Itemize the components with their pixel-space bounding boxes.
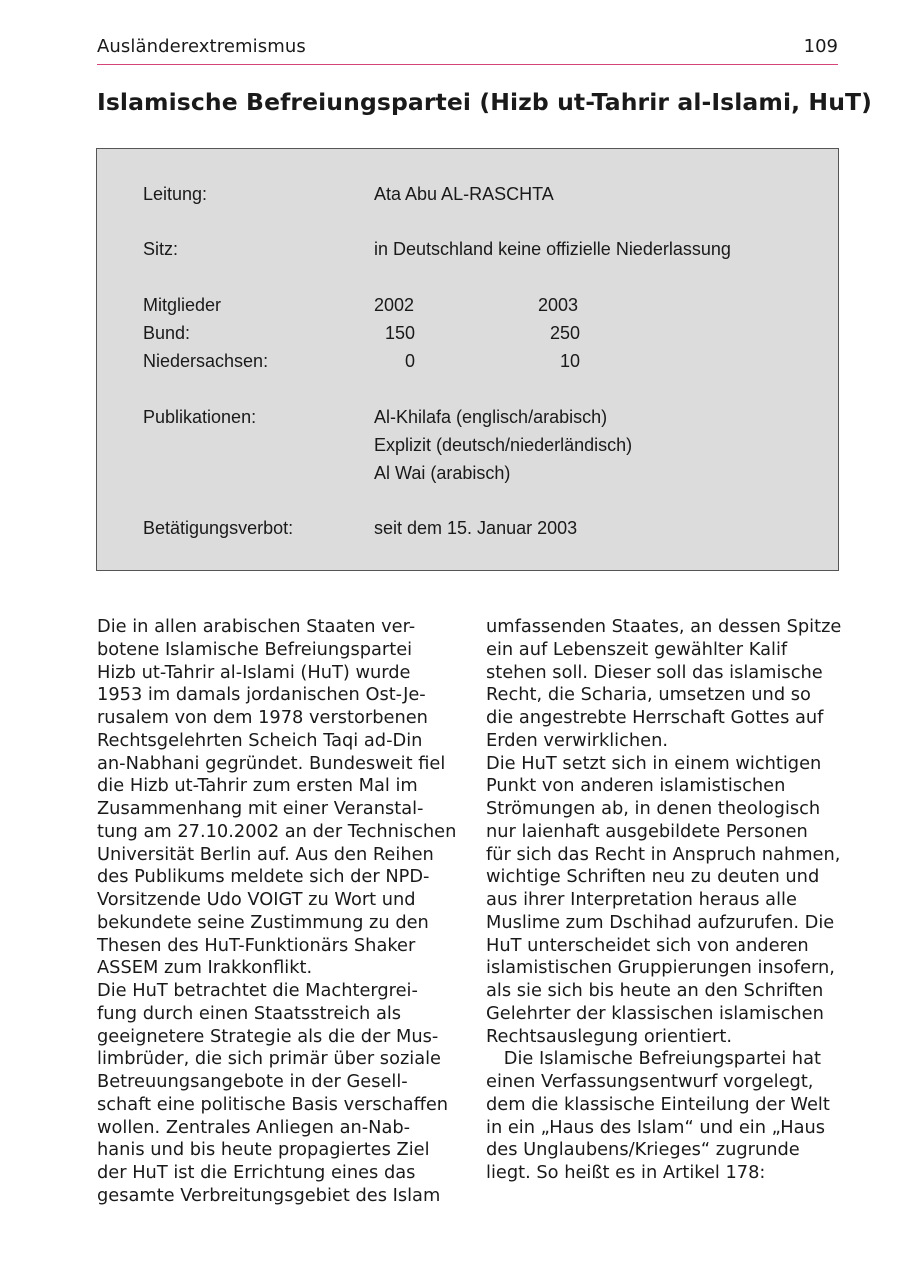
bund-2003-value: 250 <box>549 323 580 343</box>
text-line: nur laienhaft ausgebildete Personen <box>486 820 808 842</box>
text-line: Recht, die Scharia, umsetzen und so <box>486 684 811 706</box>
text-line: fung durch einen Staatsstreich als <box>97 1002 402 1024</box>
sitz-value: in Deutschland keine offizielle Niederlassung <box>374 239 731 259</box>
section-title: Ausländerextremismus <box>97 36 306 57</box>
text-line: wollen. Zentrales Anliegen an-Nab- <box>97 1116 411 1138</box>
text-line: hanis und bis heute propagiertes Ziel <box>97 1139 430 1161</box>
niedersachsen-2002-value: 0 <box>404 351 415 371</box>
text-line: einen Verfassungsentwurf vorgelegt, <box>486 1071 814 1092</box>
text-line: Erden verwirklichen. <box>486 729 669 751</box>
text-line: die angestrebte Herrschaft Gottes auf <box>486 707 824 728</box>
publikationen-label: Publikationen: <box>143 407 257 427</box>
text-line: stehen soll. Dieser soll das islamische <box>486 661 823 683</box>
text-line: des Publikums meldete sich der NPD- <box>97 866 430 888</box>
text-line: tung am 27.10.2002 an der Technischen <box>97 820 457 842</box>
text-line: Punkt von anderen islamistischen <box>486 775 786 797</box>
body-column-right <box>486 616 841 1185</box>
text-line: rusalem von dem 1978 verstorbenen <box>97 707 428 728</box>
text-line: dem die klassische Einteilung der Welt <box>486 1093 830 1115</box>
text-line: Rechtsgelehrten Scheich Taqi ad-Din <box>97 729 423 751</box>
bund-2002-value: 150 <box>384 323 415 343</box>
text-line: islamistischen Gruppierungen insofern, <box>486 957 835 979</box>
text-line: Betreuungsangebote in der Gesell- <box>97 1071 408 1092</box>
leitung-label: Leitung: <box>143 184 208 204</box>
verbot-label: Betätigungsverbot: <box>143 518 294 538</box>
leitung-value: Ata Abu AL-RASCHTA <box>374 184 554 204</box>
text-line: Die Islamische Befreiungspartei hat <box>486 1048 821 1070</box>
year-2002: 2002 <box>374 295 415 315</box>
text-line: wichtige Schriften neu zu deuten und <box>486 866 820 888</box>
year-2003: 2003 <box>538 295 579 315</box>
text-line: Hizb ut-Tahrir al-Islami (HuT) wurde <box>97 661 411 683</box>
text-line: Zusammenhang mit einer Veranstal- <box>97 798 424 819</box>
text-line: Die HuT betrachtet die Machtergrei- <box>97 980 418 1001</box>
body-column-left <box>97 616 457 1208</box>
text-line: des Unglaubens/Krieges“ zugrunde <box>486 1139 800 1161</box>
bund-label: Bund: <box>143 323 191 343</box>
verbot-value: seit dem 15. Januar 2003 <box>374 518 578 538</box>
publication-item: Al Wai (arabisch) <box>374 463 511 483</box>
text-line: an-Nabhani gegründet. Bundesweit fiel <box>97 752 446 774</box>
text-line: schaft eine politische Basis verschaffen <box>97 1093 449 1115</box>
text-line: ein auf Lebenszeit gewählter Kalif <box>486 638 788 660</box>
text-line: liegt. So heißt es in Artikel 178: <box>486 1162 766 1183</box>
sitz-label: Sitz: <box>143 239 179 259</box>
text-line: 1953 im damals jordanischen Ost-Je- <box>97 684 426 706</box>
text-line: Die HuT setzt sich in einem wichtigen <box>486 752 822 774</box>
text-line: die Hizb ut-Tahrir zum ersten Mal im <box>97 775 418 797</box>
text-line: umfassenden Staates, an dessen Spitze <box>486 616 842 637</box>
text-line: geeignetere Strategie als die der Mus- <box>97 1025 439 1047</box>
publication-item: Al-Khilafa (englisch/arabisch) <box>374 407 608 427</box>
text-line: bekundete seine Zustimmung zu den <box>97 911 429 933</box>
text-line: Thesen des HuT-Funktionärs Shaker <box>97 934 416 956</box>
text-line: limbrüder, die sich primär über soziale <box>97 1048 441 1070</box>
text-line: aus ihrer Interpretation heraus alle <box>486 889 797 910</box>
text-line: Strömungen ab, in denen theologisch <box>486 798 821 819</box>
article-title: Islamische Befreiungspartei (Hizb ut-Tahrir al-Islami, HuT) <box>97 88 872 116</box>
text-line: botene Islamische Befreiungspartei <box>97 638 413 660</box>
text-line: als sie sich bis heute an den Schriften <box>486 980 824 1001</box>
running-header <box>97 34 838 65</box>
text-line: gesamte Verbreitungsgebiet des Islam <box>97 1184 441 1206</box>
publication-item: Explizit (deutsch/niederländisch) <box>374 435 633 455</box>
text-line: der HuT ist die Errichtung eines das <box>97 1162 416 1183</box>
text-line: Vorsitzende Udo VOIGT zu Wort und <box>97 889 416 910</box>
text-line: in ein „Haus des Islam“ und ein „Haus <box>486 1116 826 1138</box>
text-line: Gelehrter der klassischen islamischen <box>486 1002 824 1024</box>
niedersachsen-label: Niedersachsen: <box>143 351 269 371</box>
text-line: HuT unterscheidet sich von anderen <box>486 934 809 956</box>
text-line: Rechtsauslegung orientiert. <box>486 1025 732 1047</box>
text-line: ASSEM zum Irakkonflikt. <box>97 957 313 979</box>
fact-box <box>96 148 839 571</box>
text-line: Universität Berlin auf. Aus den Reihen <box>97 843 434 865</box>
text-line: für sich das Recht in Anspruch nahmen, <box>486 843 841 865</box>
text-line: Muslime zum Dschihad aufzurufen. Die <box>486 911 835 933</box>
page-number: 109 <box>803 36 838 57</box>
text-line: Die in allen arabischen Staaten ver- <box>97 616 416 637</box>
mitglieder-label: Mitglieder <box>143 295 222 315</box>
niedersachsen-2003-value: 10 <box>559 351 580 371</box>
